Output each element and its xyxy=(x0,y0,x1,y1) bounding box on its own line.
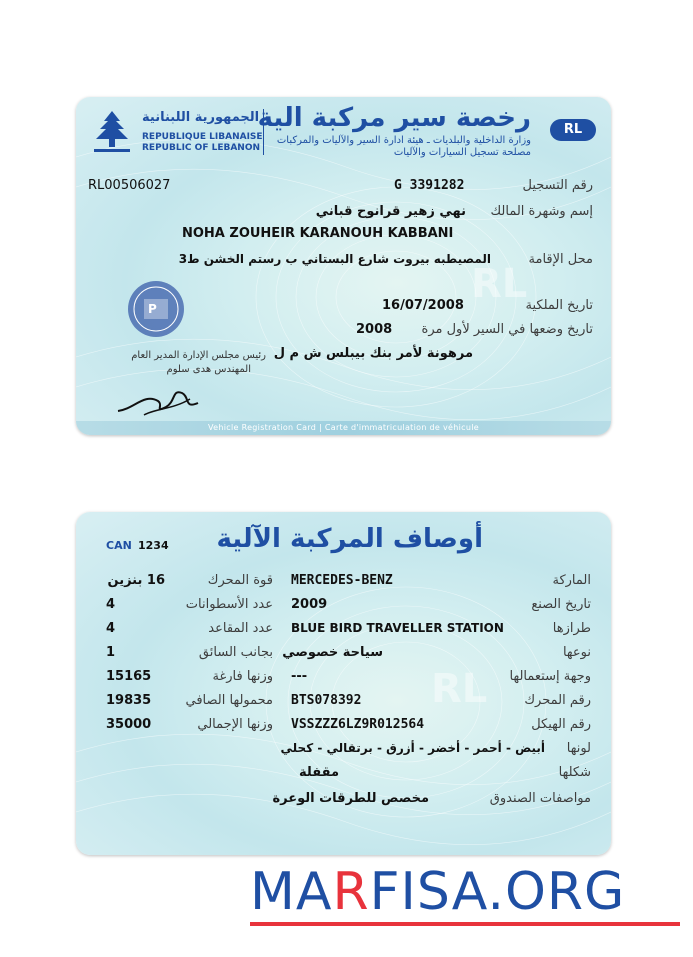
label-first-registration: تاريخ وضعها في السير لأول مرة xyxy=(421,322,593,337)
svg-text:RL: RL xyxy=(471,261,528,307)
label-net-load: محمولها الصافي xyxy=(185,693,273,708)
label-engine-power: قوة المحرك xyxy=(207,573,273,588)
can-label: CAN xyxy=(106,539,132,552)
value-beside-driver: 1 xyxy=(106,645,116,660)
label-gross-weight: وزنها الإجمالي xyxy=(197,717,273,732)
value-type: سياحة خصوصي xyxy=(282,645,383,660)
value-color: أبيض - أحمر - أخضر - أزرق - برتقالي - كحلي xyxy=(280,741,545,755)
label-color: لونها xyxy=(566,741,591,756)
value-cylinders: 4 xyxy=(106,597,116,612)
ministry-line-1: وزارة الداخلية والبلديات ـ هيئة ادارة السير والآليات والمركبات xyxy=(276,135,531,146)
brand-logo xyxy=(250,862,682,922)
official-seal-icon xyxy=(126,279,186,339)
signatory-title: رئيس مجلس الإدارة المدير العام xyxy=(131,350,266,361)
label-seats: عدد المقاعد xyxy=(208,621,273,636)
label-usage: وجهة إستعمالها xyxy=(509,669,591,684)
value-owner-name-arabic: نهي زهير قرانوح قباني xyxy=(315,204,466,219)
value-residence: المصيطبه بيروت شارع البستاني ب رستم الخشن ط3 xyxy=(178,252,491,266)
label-engine-number: رقم المحرك xyxy=(524,693,591,708)
label-model: طرازها xyxy=(552,621,591,636)
value-usage: --- xyxy=(291,669,308,684)
label-type: نوعها xyxy=(562,645,591,660)
registration-card-front xyxy=(76,97,611,435)
label-shape: شكلها xyxy=(558,765,591,780)
value-empty-weight: 15165 xyxy=(106,669,152,684)
brand-logo-part-3: FISA.ORG xyxy=(369,862,626,922)
ministry-line-2: مصلحة تسجيل السيارات والآليات xyxy=(393,147,531,158)
svg-text:RL: RL xyxy=(431,666,488,712)
country-name-english: REPUBLIC OF LEBANON xyxy=(142,143,261,153)
label-chassis-number: رقم الهيكل xyxy=(531,717,591,732)
label-empty-weight: وزنها فارغة xyxy=(212,669,273,684)
registration-card-back xyxy=(76,512,611,855)
brand-logo-part-1: MA xyxy=(250,862,333,922)
value-net-load: 19835 xyxy=(106,693,152,708)
value-registration-number: G 3391282 xyxy=(394,178,465,193)
cedar-emblem-icon xyxy=(90,109,134,155)
signature-icon xyxy=(114,379,204,419)
svg-text:P: P xyxy=(148,302,157,316)
label-ownership-date: تاريخ الملكية xyxy=(525,298,593,313)
label-beside-driver: بجانب السائق xyxy=(198,645,273,660)
label-owner-name: إسم وشهرة المالك xyxy=(490,204,593,219)
label-make: الماركة xyxy=(552,573,591,588)
value-first-registration: 2008 xyxy=(356,322,393,337)
label-cylinders: عدد الأسطوانات xyxy=(185,597,273,612)
signatory-name: المهندس هدى سلوم xyxy=(166,364,251,375)
value-owner-name-latin: NOHA ZOUHEIR KARANOUH KABBANI xyxy=(182,226,454,241)
value-body-spec: مخصص للطرقات الوعرة xyxy=(272,791,429,806)
label-residence: محل الإقامة xyxy=(528,252,593,267)
value-lien-note: مرهونة لأمر بنك بيبلس ش م ل xyxy=(273,346,473,361)
value-gross-weight: 35000 xyxy=(106,717,152,732)
front-footer xyxy=(76,421,611,435)
can-value: 1234 xyxy=(138,539,169,552)
front-footer-text: Vehicle Registration Card | Carte d'immatriculation de véhicule xyxy=(208,423,479,432)
label-body-spec: مواصفات الصندوق xyxy=(489,791,591,806)
card-number: RL00506027 xyxy=(88,178,171,193)
value-shape: مقفلة xyxy=(299,765,339,780)
brand-logo-part-2: R xyxy=(332,862,370,922)
brand-underline xyxy=(250,922,680,926)
rl-badge: RL xyxy=(550,119,596,141)
value-ownership-date: 16/07/2008 xyxy=(382,298,464,313)
value-engine-number: BTS078392 xyxy=(291,693,362,708)
country-name-arabic: الجمهورية اللبنانية xyxy=(142,110,260,125)
value-year: 2009 xyxy=(291,597,328,612)
value-make: MERCEDES-BENZ xyxy=(291,573,393,588)
value-model: BLUE BIRD TRAVELLER STATION xyxy=(291,621,504,635)
card-title: رخصة سير مركبة الية xyxy=(257,103,531,133)
value-seats: 4 xyxy=(106,621,116,636)
country-name-french: REPUBLIQUE LIBANAISE xyxy=(142,132,263,142)
label-year: تاريخ الصنع xyxy=(531,597,591,612)
value-engine-power: 16 بنزين xyxy=(107,573,165,588)
back-title: أوصاف المركبة الآلية xyxy=(216,524,483,554)
value-chassis-number: VSSZZZ6LZ9R012564 xyxy=(291,717,425,732)
label-registration-number: رقم التسجيل xyxy=(522,178,593,193)
